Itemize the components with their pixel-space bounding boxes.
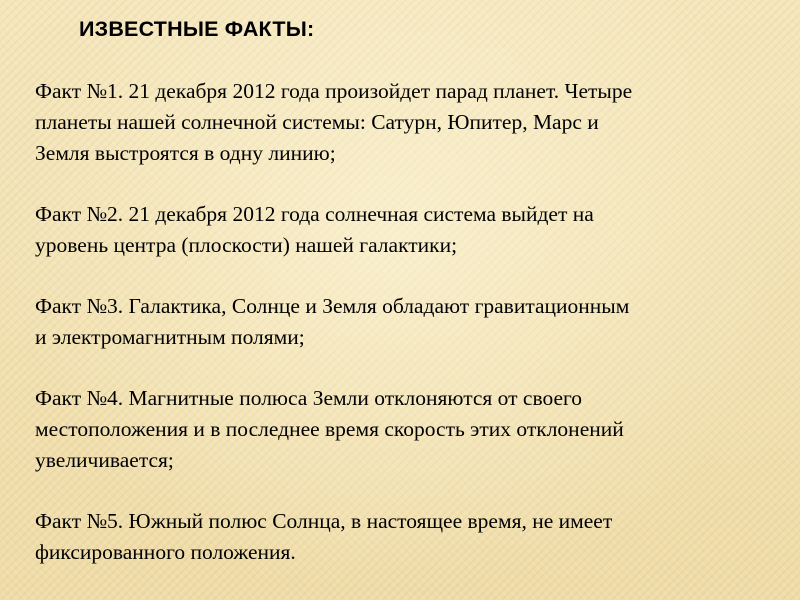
fact-line: уровень центра (плоскости) нашей галактики; <box>35 233 458 257</box>
fact-line: увеличивается; <box>35 448 174 472</box>
fact-line: планеты нашей солнечной системы: Сатурн, Юпитер, Марс и <box>35 110 599 134</box>
fact-line: Факт №1. 21 декабря 2012 года произойдет парад планет. Четыре <box>35 79 633 103</box>
fact-item <box>35 383 785 476</box>
fact-item <box>35 291 785 353</box>
fact-line: фиксированного положения. <box>35 540 296 564</box>
fact-line: Земля выстроятся в одну линию; <box>35 141 336 165</box>
fact-item <box>35 199 785 261</box>
fact-line: Факт №4. Магнитные полюса Земли отклоняются от своего <box>35 386 583 410</box>
slide-heading: ИЗВЕСТНЫЕ ФАКТЫ: <box>79 17 315 41</box>
fact-item <box>35 76 785 169</box>
fact-line: Факт №5. Южный полюс Солнца, в настоящее время, не имеет <box>35 509 613 533</box>
fact-item <box>35 506 785 568</box>
fact-line: местоположения и в последнее время скорость этих отклонений <box>35 417 624 441</box>
facts-list <box>35 76 785 598</box>
fact-line: и электромагнитным полями; <box>35 325 305 349</box>
fact-line: Факт №3. Галактика, Солнце и Земля обладают гравитационным <box>35 294 630 318</box>
fact-line: Факт №2. 21 декабря 2012 года солнечная система выйдет на <box>35 202 594 226</box>
